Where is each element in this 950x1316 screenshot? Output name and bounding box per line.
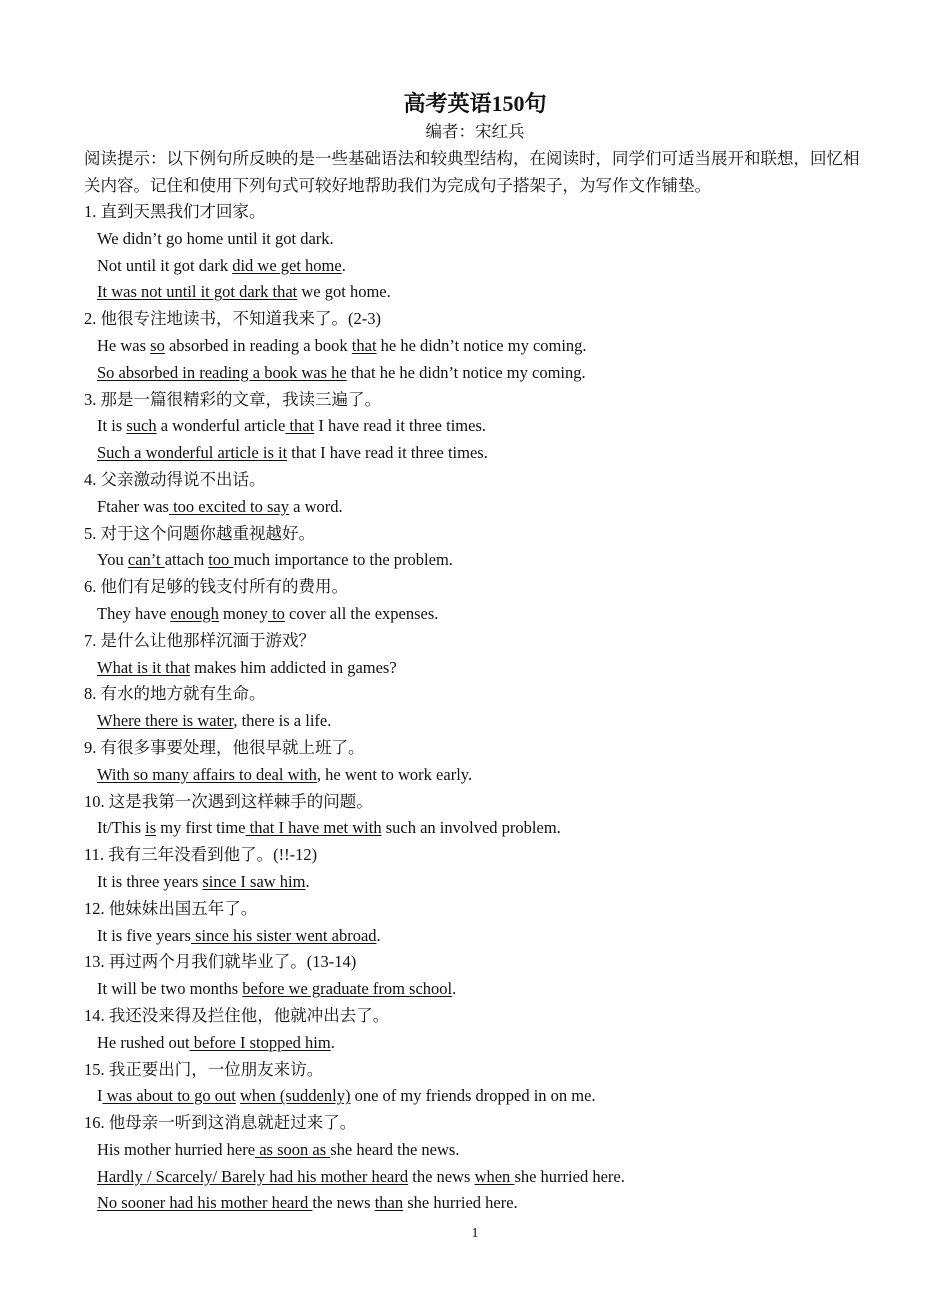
answer-text: a wonderful article <box>156 416 286 436</box>
document-author: 编者：宋红兵 <box>425 122 525 141</box>
answer-text: she hurried here. <box>403 1193 518 1213</box>
answer-text: I <box>97 1086 103 1106</box>
answer-text: . <box>341 255 346 275</box>
item-question: 7. 是什么让他那样沉湎于游戏？ <box>84 630 315 650</box>
answer-text: . <box>305 871 310 891</box>
answer-text: attach <box>164 550 209 570</box>
answer-text: she heard the news. <box>330 1139 460 1159</box>
answer-text: We didn’t go home until it got dark. <box>97 228 334 248</box>
item-question: 10. 这是我第一次遇到这样棘手的问题。 <box>84 791 373 811</box>
answer-text: It is three years <box>97 871 203 891</box>
underlined-phrase: It was not until it got dark that <box>97 282 298 302</box>
item-question: 11. 我有三年没看到他了。(!!-12) <box>84 845 318 865</box>
underlined-phrase: before we graduate from school <box>242 979 453 999</box>
item-question: 14. 我还没来得及拦住他，他就冲出去了。 <box>84 1005 390 1025</box>
underlined-phrase: that <box>285 416 315 436</box>
answer-text: a word. <box>289 496 343 516</box>
underlined-phrase: So absorbed in reading a book was he <box>97 362 347 382</box>
answer-text: such an involved problem. <box>381 818 561 838</box>
page-number: 1 <box>471 1226 479 1241</box>
answer-text: It/This <box>97 818 146 838</box>
underlined-phrase: Such a wonderful article is it <box>97 443 288 463</box>
answer-text: He was <box>97 335 151 355</box>
item-answer <box>84 333 870 360</box>
item-answer <box>84 976 870 1003</box>
item-question: 16. 他母亲一听到这消息就赶过来了。 <box>84 1113 357 1133</box>
underlined-phrase: that <box>351 335 377 355</box>
underlined-phrase: was about to go out <box>102 1086 236 1106</box>
underlined-phrase: since his sister went abroad <box>190 925 377 945</box>
underlined-phrase: is <box>145 818 157 838</box>
answer-text: . <box>376 925 381 945</box>
underlined-phrase: Where there is water <box>97 711 234 731</box>
answer-text: that I have read it three times. <box>287 443 488 463</box>
underlined-phrase: too <box>208 550 234 570</box>
answer-text: , there is a life. <box>233 711 332 731</box>
answer-text: They have <box>97 603 171 623</box>
underlined-phrase: No sooner had his mother heard <box>97 1193 313 1213</box>
answer-text: makes him addicted in games? <box>190 657 397 677</box>
answer-text: that he he didn’t notice my coming. <box>346 362 586 382</box>
answer-text: he he didn’t notice my coming. <box>376 335 587 355</box>
item-answer <box>84 601 870 628</box>
underlined-phrase: as soon as <box>255 1139 331 1159</box>
item-question: 13. 再过两个月我们就毕业了。(13-14) <box>84 952 357 972</box>
underlined-phrase: What is it that <box>97 657 191 677</box>
answer-text: You <box>97 550 128 570</box>
answer-text: the news <box>408 1166 475 1186</box>
answer-text: one of my friends dropped in on me. <box>350 1086 596 1106</box>
underlined-phrase: too excited to say <box>168 496 290 516</box>
item-answer <box>84 226 870 253</box>
item-answer <box>84 1030 870 1057</box>
item-answer <box>84 655 870 682</box>
answer-text: . <box>330 1032 335 1052</box>
answer-text: my first time <box>156 818 246 838</box>
item-question: 8. 有水的地方就有生命。 <box>84 684 266 704</box>
answer-text: much importance to the problem. <box>233 550 453 570</box>
answer-text: the news <box>312 1193 375 1213</box>
underlined-phrase: than <box>374 1193 404 1213</box>
answer-text: His mother hurried here <box>97 1139 256 1159</box>
underlined-phrase: can’t <box>127 550 165 570</box>
answer-text: Not until it got dark <box>97 255 233 275</box>
answer-text: It will be two months <box>97 979 243 999</box>
answer-text: money <box>218 603 268 623</box>
underlined-phrase: enough <box>170 603 219 623</box>
item-question: 5. 对于这个问题你越重视越好。 <box>84 523 315 543</box>
answer-text: absorbed in reading a book <box>164 335 352 355</box>
answer-text: I have read it three times. <box>314 416 487 436</box>
answer-text: . <box>452 979 457 999</box>
item-answer <box>84 762 870 789</box>
item-answer <box>84 413 870 440</box>
item-answer <box>84 494 870 521</box>
item-question: 3. 那是一篇很精彩的文章，我读三遍了。 <box>84 389 381 409</box>
item-question: 2. 他很专注地读书，不知道我来了。(2-3) <box>84 309 381 329</box>
underlined-phrase: With so many affairs to deal with <box>97 764 317 784</box>
answer-text: Ftaher was <box>97 496 169 516</box>
item-answer <box>84 1083 870 1110</box>
answer-text: she hurried here. <box>514 1166 625 1186</box>
answer-text: He rushed out <box>97 1032 190 1052</box>
item-question: 12. 他妹妹出国五年了。 <box>84 898 258 918</box>
underlined-phrase: since I saw him <box>202 871 306 891</box>
item-answer <box>84 1190 870 1217</box>
answer-text: , he went to work early. <box>316 764 473 784</box>
document-body <box>84 146 870 1217</box>
answer-text: It is <box>97 416 127 436</box>
underlined-phrase: Hardly / Scarcely/ Barely had his mother heard <box>97 1166 409 1186</box>
item-answer <box>84 1137 870 1164</box>
item-answer <box>84 708 870 735</box>
answer-text: It is five years <box>97 925 191 945</box>
underlined-phrase: so <box>150 335 165 355</box>
sentence-list <box>84 199 870 1217</box>
underlined-phrase: did we get home <box>232 255 342 275</box>
answer-text: cover all the expenses. <box>284 603 439 623</box>
item-answer <box>84 440 870 467</box>
item-answer <box>84 869 870 896</box>
item-question: 15. 我正要出门，一位朋友来访。 <box>84 1059 324 1079</box>
item-answer <box>84 547 870 574</box>
item-question: 9. 有很多事要处理，他很早就上班了。 <box>84 737 365 757</box>
answer-text: we got home. <box>297 282 391 302</box>
underlined-phrase: to <box>267 603 285 623</box>
underlined-phrase: before I stopped him <box>189 1032 331 1052</box>
item-answer <box>84 923 870 950</box>
reading-tip-paragraph: 阅读提示：以下例句所反映的是一些基础语法和较典型结构，在阅读时，同学们可适当展开和联想，回忆相关内容。记住和使用下列句式可较好地帮助我们为完成句子搭架子，为写作文作铺垫。 <box>84 149 860 195</box>
item-answer <box>84 360 870 387</box>
item-answer <box>84 253 870 280</box>
item-question: 4. 父亲激动得说不出话。 <box>84 469 266 489</box>
item-question: 1. 直到天黑我们才回家。 <box>84 202 266 221</box>
underlined-phrase: when <box>474 1166 515 1186</box>
item-answer <box>84 1164 870 1191</box>
item-answer <box>84 815 870 842</box>
underlined-phrase: that I have met with <box>245 818 382 838</box>
underlined-phrase: such <box>126 416 157 436</box>
item-answer <box>84 279 870 306</box>
item-question: 6. 他们有足够的钱支付所有的费用。 <box>84 577 348 597</box>
underlined-phrase: when (suddenly) <box>240 1086 351 1106</box>
document-title: 高考英语150句 <box>403 91 547 116</box>
